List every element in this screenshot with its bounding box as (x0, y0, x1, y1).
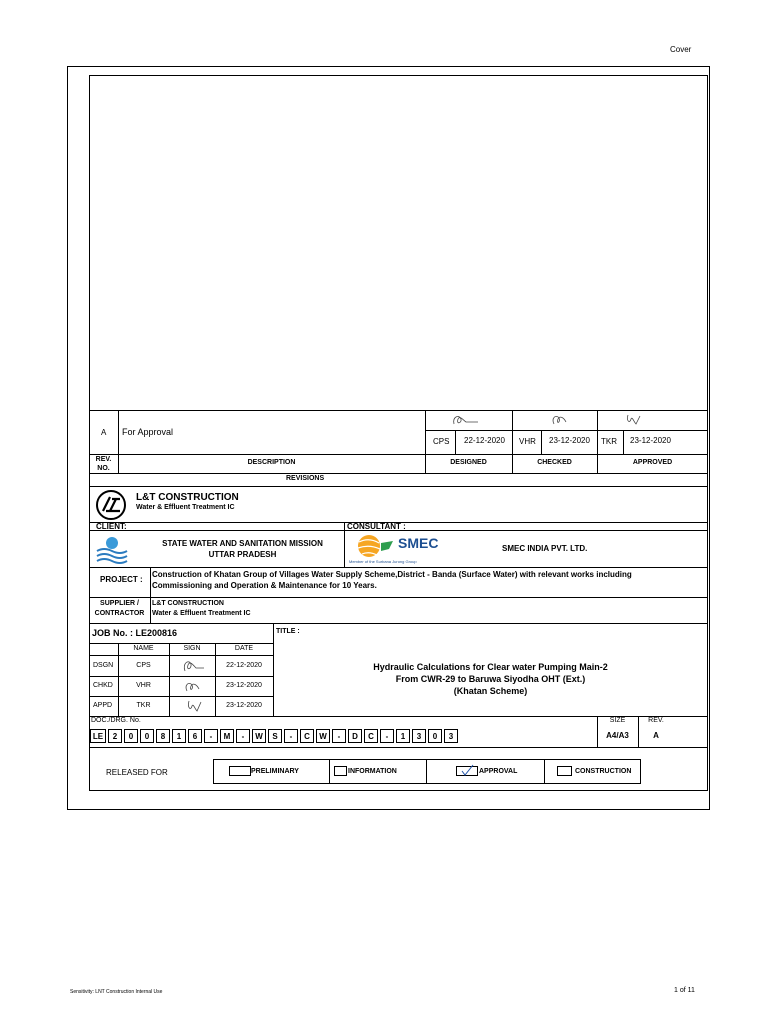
supplier-label1: SUPPLIER / (100, 600, 139, 607)
rev-label: REV. (648, 717, 664, 724)
header-revisions: REVISIONS (286, 475, 325, 482)
doc-char-cell: 1 (172, 729, 186, 743)
title-line1: Hydraulic Calculations for Clear water Pumping Main-2 (373, 662, 608, 672)
doc-char-cell: D (348, 729, 362, 743)
doc-char-cell: - (332, 729, 346, 743)
signature-checked-icon (548, 412, 572, 428)
option-information: INFORMATION (348, 768, 397, 775)
doc-char-cell: W (316, 729, 330, 743)
doc-char-cell: 0 (428, 729, 442, 743)
doc-char-cell: 8 (156, 729, 170, 743)
sheet-label: Cover (670, 45, 692, 54)
header-designed: DESIGNED (450, 459, 487, 466)
signature-dsgn-icon (180, 657, 208, 675)
title-line3: (Khatan Scheme) (453, 686, 528, 696)
company-name: L&T CONSTRUCTION (136, 492, 239, 503)
doc-char-cell: 0 (140, 729, 154, 743)
footer-page: 1 of 11 (674, 987, 695, 994)
client-label: CLIENT: (96, 522, 127, 531)
revision-designed-date: 22-12-2020 (464, 436, 505, 445)
doc-char-cell: 6 (188, 729, 202, 743)
doc-char-cell: M (220, 729, 234, 743)
smec-tagline: Member of the Surbana Jurong Group (349, 559, 417, 564)
revision-approved-by: TKR (601, 437, 617, 446)
job-header-name: NAME (133, 645, 154, 652)
signature-designed-icon (450, 413, 484, 428)
option-preliminary: PRELIMINARY (251, 768, 299, 775)
supplier-line2: Water & Effluent Treatment IC (152, 610, 251, 617)
checkbox-approval[interactable] (456, 766, 478, 776)
doc-char-cell: - (284, 729, 298, 743)
supplier-label2: CONTRACTOR (94, 610, 145, 617)
revision-checked-by: VHR (519, 437, 536, 446)
job-row-date: 23-12-2020 (226, 682, 262, 689)
consultant-name: SMEC INDIA PVT. LTD. (502, 544, 588, 553)
doc-char-cell: 1 (396, 729, 410, 743)
company-division: Water & Effluent Treatment IC (136, 504, 235, 511)
footer-sensitivity: Sensitivity: LNT Construction Internal Use (70, 989, 163, 995)
job-header-date: DATE (234, 645, 254, 652)
doc-char-cell: W (252, 729, 266, 743)
doc-label: DOC./DRG. No. (91, 717, 141, 724)
rev-top-line (89, 410, 708, 411)
signature-chkd-icon (181, 678, 205, 695)
project-label: PROJECT : (100, 575, 143, 584)
doc-char-cell: - (236, 729, 250, 743)
title-line2: From CWR-29 to Baruwa Siyodha OHT (Ext.) (395, 674, 586, 684)
checkbox-construction[interactable] (557, 766, 572, 776)
revision-designed-by: CPS (433, 437, 450, 446)
checkbox-information[interactable] (334, 766, 347, 776)
project-line2: Commissioning and Operation & Maintenance for 10 Years. (152, 581, 377, 590)
job-row-role: DSGN (93, 662, 114, 669)
checkbox-preliminary[interactable] (229, 766, 251, 776)
header-description: DESCRIPTION (247, 459, 296, 466)
job-row-role: APPD (93, 702, 113, 709)
revision-description: For Approval (122, 427, 174, 437)
job-row-name: TKR (136, 702, 151, 709)
smec-logo-text: SMEC (398, 535, 439, 551)
consultant-label: CONSULTANT : (347, 522, 406, 531)
doc-char-cell: 2 (108, 729, 122, 743)
job-row-date: 23-12-2020 (226, 702, 262, 709)
job-row-role: CHKD (93, 682, 113, 689)
doc-char-cell: - (380, 729, 394, 743)
checkmark-icon (460, 764, 476, 776)
revision-approved-date: 23-12-2020 (630, 436, 671, 445)
doc-char-cell: C (300, 729, 314, 743)
smec-globe-icon (349, 533, 397, 559)
lt-logo-icon (94, 489, 128, 521)
signature-appd-icon (183, 698, 205, 715)
supplier-line1: L&T CONSTRUCTION (152, 600, 224, 607)
client-logo-icon (95, 535, 129, 565)
doc-char-cell: C (364, 729, 378, 743)
revision-rev: A (101, 428, 107, 437)
title-label: TITLE : (276, 628, 300, 635)
header-approved: APPROVED (632, 459, 673, 466)
option-approval: APPROVAL (479, 768, 518, 775)
released-label: RELEASED FOR (106, 768, 168, 777)
job-row-name: CPS (136, 662, 151, 669)
option-construction: CONSTRUCTION (575, 768, 632, 775)
size-value: A4/A3 (606, 731, 629, 740)
doc-char-cell: 0 (124, 729, 138, 743)
signature-approved-icon (622, 412, 644, 428)
doc-char-cell: - (204, 729, 218, 743)
project-line1: Construction of Khatan Group of Villages Water Supply Scheme,District - Banda (Surface Water) with relevant works including (152, 570, 632, 579)
header-checked: CHECKED (537, 459, 572, 466)
rev-value: A (653, 731, 659, 740)
job-header-sign: SIGN (183, 645, 201, 652)
header-rev-no: REV. NO. (95, 456, 112, 472)
doc-char-cell: S (268, 729, 282, 743)
client-line2: UTTAR PRADESH (208, 550, 277, 559)
job-row-date: 22-12-2020 (226, 662, 262, 669)
size-label: SIZE (609, 717, 626, 724)
job-row-name: VHR (136, 682, 151, 689)
revision-checked-date: 23-12-2020 (549, 436, 590, 445)
doc-char-cell: 3 (412, 729, 426, 743)
doc-char-cell: LE (90, 729, 106, 743)
doc-char-cell: 3 (444, 729, 458, 743)
client-line1: STATE WATER AND SANITATION MISSION (162, 539, 323, 548)
job-label: JOB No. : LE200816 (92, 628, 178, 638)
